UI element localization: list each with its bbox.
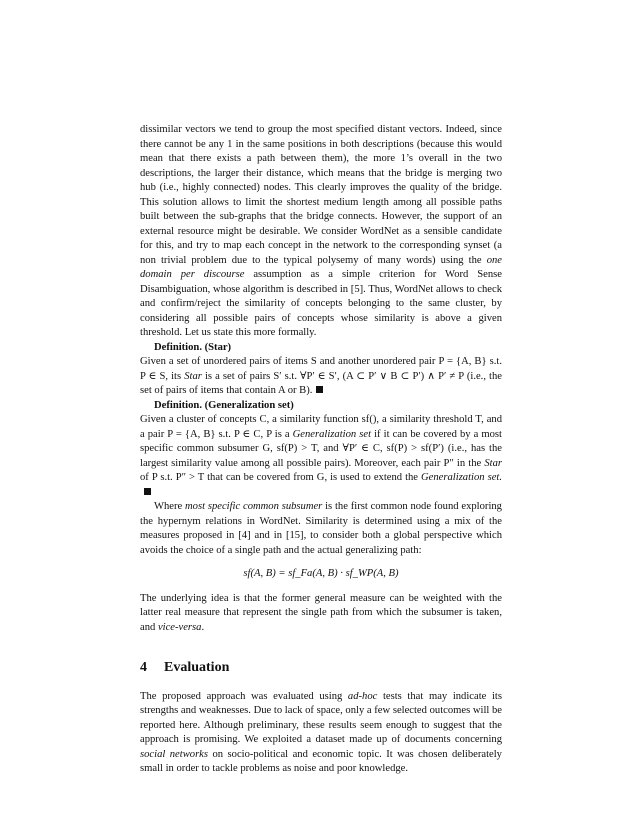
emphasis: most specific common subsumer bbox=[185, 501, 323, 512]
definition-star-body bbox=[140, 355, 502, 399]
paragraph-bridge bbox=[140, 123, 502, 341]
paragraph-underlying-idea bbox=[140, 592, 502, 636]
text-run: . bbox=[201, 621, 205, 633]
text-run: assumption as a simple criterion for Word Sense Disambiguation, whose algorithm is described in [5]. Thus, WordNet allows to check and confirm/reject the similarity of concepts belonging to the same cluster, by considering all possible pairs of concepts whose similarity is above a given threshold. Let us state this more formally. bbox=[140, 269, 502, 338]
emphasis: Generalization set bbox=[292, 428, 372, 440]
section-title: Evaluation bbox=[164, 660, 230, 675]
text-run: on socio-political and economic topic. It was chosen deliberately small in order to tackle problems as noise and poor knowledge. bbox=[140, 748, 502, 774]
definition-generalization-body bbox=[140, 413, 502, 500]
equation-similarity: sf(A, B) = sf_Fa(A, B) · sf_WP(A, B) bbox=[243, 568, 399, 579]
emphasis: Star bbox=[184, 370, 202, 382]
text-run: of P s.t. P″ > T that can be covered from G, is used to extend the bbox=[140, 472, 422, 483]
text-run: The proposed approach was evaluated using bbox=[140, 690, 348, 702]
text-run: Given a cluster of concepts C, a similarity function sf(), a similarity threshold T, and a pair P = {A, B} s.t. P ∈ C, P is a bbox=[140, 414, 502, 440]
text-run: tests that may indicate its strengths and weaknesses. Due to lack of space, only a few selected outcomes will be reported here. Although preliminary, these results seem enough to suggest that the approach is promising. We exploited a dataset made up of documents concerning bbox=[140, 690, 502, 745]
text-run: Where bbox=[154, 501, 186, 512]
text-run: if it can be covered by a most specific common subsumer G, sf(P) > T, and ∀P′ ∈ C, sf(P) > sf(P′) (i.e., has the largest similarity value among all possible pairs). Moreover, each pair P″ in the bbox=[140, 428, 502, 469]
emphasis: ad-hoc bbox=[347, 690, 378, 702]
qed-mark bbox=[144, 488, 151, 495]
definition-generalization-title: Definition. (Generalization set) bbox=[154, 399, 294, 411]
emphasis: social networks bbox=[140, 748, 209, 760]
emphasis: vice-versa bbox=[157, 621, 202, 633]
text-run: dissimilar vectors we tend to group the most specified distant vectors. Indeed, since there cannot be any 1 in the same positions in both descriptions (because this would mean that there exists a path between them), the more 1’s overall in the two descriptions, the larger their distance, which means that the bridge is merging two hub (i.e., highly connected) nodes. This clearly improves the quality of the bridge. This solution allows to limit the shortest medium length among all possible paths built between the sub-graphs that the bridge connects. However, the support of an external resource might be desirable. We consider WordNet as a sensible candidate for this, and try to map each concept in the network to the corresponding synset (a non trivial problem due to the typical polysemy of many words) using the bbox=[140, 124, 502, 266]
text-run: is a set of pairs S′ s.t. ∀P′ ∈ S′, (A ⊂ P′ ∨ B ⊂ P′) ∧ P′ ≠ P (i.e., the set of pairs of items that contain A or B). bbox=[140, 370, 502, 396]
definition-star-title: Definition. (Star) bbox=[154, 341, 232, 353]
qed-mark bbox=[316, 386, 323, 393]
emphasis: Generalization set. bbox=[421, 472, 503, 483]
paper-page bbox=[140, 123, 502, 777]
section-heading bbox=[140, 661, 502, 676]
paragraph-subsumer bbox=[140, 500, 502, 558]
paragraph-evaluation bbox=[140, 690, 502, 777]
emphasis: one domain per discourse bbox=[140, 254, 502, 280]
emphasis: Star bbox=[484, 457, 502, 469]
section-number: 4 bbox=[140, 660, 147, 675]
text-run: The underlying idea is that the former general measure can be weighted with the latter real measure that represent the single path from which the subsumer is taken, and bbox=[140, 592, 502, 633]
text-run: Given a set of unordered pairs of items S and another unordered pair P = {A, B} s.t. P ∈ S, its bbox=[140, 356, 502, 382]
text-run: is the first common node found exploring the hypernym relations in WordNet. Similarity is determined using a mix of the measures proposed in [4] and in [15], to consider both a global perspective which avoids the choice of a single path and the actual generalizing path: bbox=[140, 501, 502, 556]
